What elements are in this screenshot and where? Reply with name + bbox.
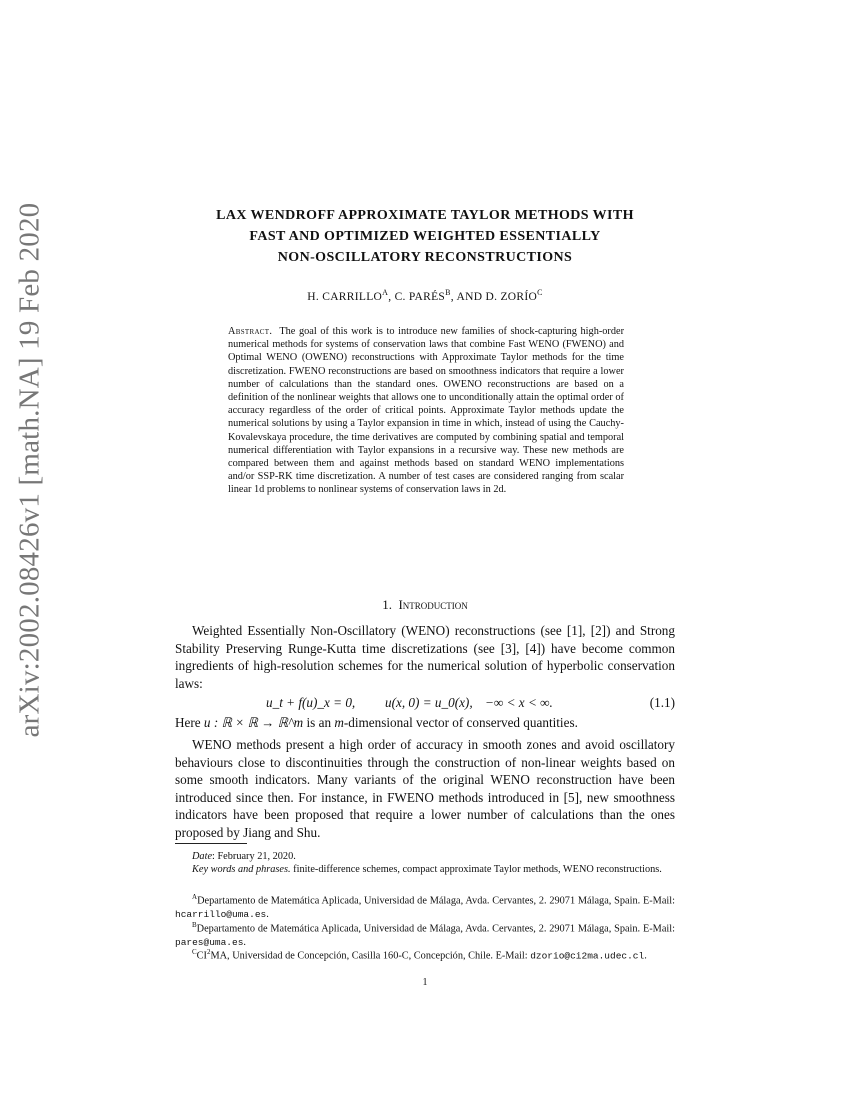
intro-paragraph-1: Weighted Essentially Non-Oscillatory (WENO) reconstructions (see [1], [2]) and Strong Stability Preserving Runge-Kutta time discretizations (see [3], [4]) have become common ingredients of high-resolution schemes for the numerical solution of hyperbolic conservation laws: (175, 623, 675, 691)
author-3: D. ZORÍO (485, 290, 538, 303)
intro-paragraph-3: WENO methods present a high order of accuracy in smooth zones and avoid oscillatory behaviours close to discontinuities through the construction of non-linear weights based on some smooth indicators. Many variants of the original WENO reconstruction have been introduced since then. For instance, in FWENO methods introduced in [5], new smoothness indicators have been proposed that require a lower number of calculations than the ones proposed by Jiang and Shu. (175, 737, 675, 840)
author-2-affiliation: B (445, 288, 451, 297)
abstract (228, 325, 624, 497)
arxiv-stamp (0, 202, 60, 738)
affiliation-b-marker: B (192, 921, 197, 929)
section-heading (175, 597, 675, 613)
section-title: Introduction (398, 597, 468, 612)
title-line-2: FAST AND OPTIMIZED WEIGHTED ESSENTIALLY (249, 229, 601, 244)
affiliation-c-text-sup: 2 (206, 948, 211, 956)
footnote-affiliation-c: $^CCI^2MA$, Universidad de Concepción, Casilla 160-C, Concepción, Chile. E-Mail: dzorio@ci2ma.udec.cl. (192, 948, 647, 962)
author-list (175, 288, 675, 303)
affiliation-a-marker: A (192, 893, 198, 901)
footnote-rule (175, 843, 247, 844)
affiliation-b-text: Departamento de Matemática Aplicada, Universidad de Málaga, Avda. Cervantes, 2. 29071 Málaga, Spain. E-Mail: (196, 923, 675, 935)
keywords-value: finite-difference schemes, compact approximate Taylor methods, WENO reconstructions. (290, 864, 662, 875)
author-3-affiliation: C (537, 288, 543, 297)
arxiv-stamp-text: arXiv:2002.08426v1 [math.NA] 19 Feb 2020 (13, 202, 46, 738)
affiliation-a-email[interactable]: hcarrillo@uma.es (175, 908, 267, 920)
abstract-text: The goal of this work is to introduce new families of shock-capturing high-order numerical methods for systems of conservation laws that combine Fast WENO (FWENO) and Optimal WENO (OWENO) reconstructions with Approximate Taylor methods for the time discretization. FWENO reconstructions are based on smoothness indicators that require a lower number of calculations than the standard ones. OWENO reconstructions are based on a definition of the nonlinear weights that allows one to unconditionally attain the optimal order of accuracy regardless of the order of critical points. Approximate Taylor methods update the numerical solutions by using a Taylor expansion in time in which, instead of using the Cauchy-Kovalevskaya procedure, the time derivatives are computed by combining spatial and temporal numerical differentiation with Taylor expansions in a recursive way. These new methods are compared between them and against methods based on standard WENO implementations and/or SSP-RK time discretization. A number of test cases are considered ranging from scalar linear 1d problems to nonlinear systems of conservation laws in 2d. (228, 326, 624, 496)
affiliation-c-email[interactable]: dzorio@ci2ma.udec.cl (530, 950, 645, 962)
p2-m: m (334, 715, 344, 730)
affiliation-c-text-b: MA, Universidad de Concepción, Casilla 160-C, Concepción, Chile. E-Mail: (210, 950, 531, 962)
abstract-label: Abstract. (228, 326, 273, 337)
footnote-date (175, 850, 675, 863)
equation-lhs: u_t + f(u)_x = 0, (266, 695, 356, 710)
affiliation-b-email[interactable]: pares@uma.es (175, 936, 244, 948)
affiliation-c-marker: C (192, 948, 197, 956)
p2-text-a: Here (175, 715, 204, 730)
footnote-keywords (175, 863, 675, 876)
p2-text-c: -dimensional vector of conserved quantities. (343, 715, 578, 730)
intro-paragraph-2 (175, 714, 675, 732)
title-line-3: NON-OSCILLATORY RECONSTRUCTIONS (277, 250, 573, 265)
equation-initial-condition: u(x, 0) = u_0(x), (385, 695, 473, 710)
paper-title (175, 205, 675, 268)
affiliation-c-text-a: CI (196, 950, 207, 962)
section-number: 1. (382, 597, 392, 612)
title-line-1: LAX WENDROFF APPROXIMATE TAYLOR METHODS WITH (216, 208, 634, 223)
author-2: C. PARÉS (394, 290, 446, 303)
affiliation-a-text: Departamento de Matemática Aplicada, Universidad de Málaga, Avda. Cervantes, 2. 29071 Málaga, Spain. E-Mail: (197, 895, 675, 907)
author-1-affiliation: A (382, 288, 389, 297)
author-separator: , AND (450, 290, 486, 303)
date-label: Date (192, 851, 213, 862)
equation-domain: −∞ < x < ∞. (485, 695, 553, 710)
p2-math: u : ℝ × ℝ → ℝ^m (203, 715, 304, 730)
author-separator: , (388, 290, 395, 303)
equation-number: (1.1) (649, 695, 675, 710)
page-number: 1 (422, 977, 428, 988)
footnote-affiliation-b: $^B$Departamento de Matemática Aplicada, Universidad de Málaga, Avda. Cervantes, 2. 29071 Málaga, Spain. E-Mail: pares@uma.es. (175, 921, 675, 948)
footnote-affiliation-a: $^A$Departamento de Matemática Aplicada, Universidad de Málaga, Avda. Cervantes, 2. 29071 Málaga, Spain. E-Mail: hcarrillo@uma.es. (175, 893, 675, 920)
p2-text-b: is an (303, 715, 335, 730)
author-1: H. CARRILLO (307, 290, 383, 303)
equation-1-1 (175, 695, 675, 713)
date-value: : February 21, 2020. (212, 851, 296, 862)
keywords-label: Key words and phrases. (192, 864, 291, 875)
